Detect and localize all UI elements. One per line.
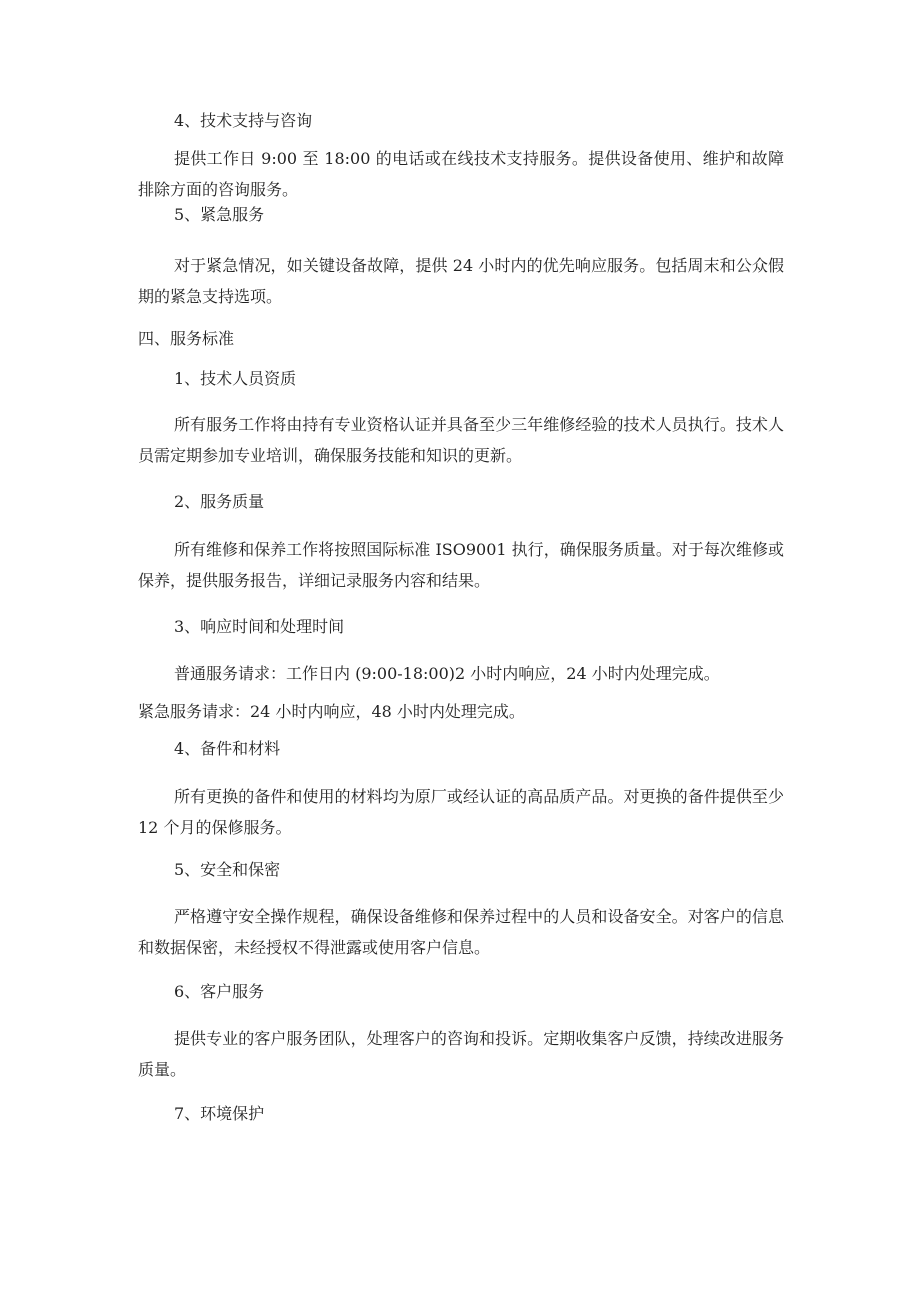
- item-5-heading: 5、安全和保密: [174, 860, 281, 879]
- item-2-paragraph: 所有维修和保养工作将按照国际标准 ISO9001 执行，确保服务质量。对于每次维修或保养，提供服务报告，详细记录服务内容和结果。: [138, 540, 784, 590]
- item-5-paragraph: 严格遵守安全操作规程，确保设备维修和保养过程中的人员和设备安全。对客户的信息和数据保密，未经授权不得泄露或使用客户信息。: [138, 907, 784, 957]
- item-6-heading: 6、客户服务: [174, 982, 265, 1001]
- section-5-heading: 5、紧急服务: [174, 205, 265, 224]
- item-1-heading: 1、技术人员资质: [174, 369, 297, 388]
- item-2-heading: 2、服务质量: [174, 492, 265, 511]
- section-5-paragraph: 对于紧急情况，如关键设备故障，提供 24 小时内的优先响应服务。包括周末和公众假期的紧急支持选项。: [138, 256, 784, 306]
- item-1-paragraph: 所有服务工作将由持有专业资格认证并具备至少三年维修经验的技术人员执行。技术人员需定期参加专业培训，确保服务技能和知识的更新。: [138, 415, 784, 465]
- item-3-line-2: 紧急服务请求：24 小时内响应，48 小时内处理完成。: [138, 702, 525, 721]
- chapter-4-heading: 四、服务标准: [138, 329, 235, 348]
- item-4-heading: 4、备件和材料: [174, 739, 281, 758]
- item-6-paragraph: 提供专业的客户服务团队，处理客户的咨询和投诉。定期收集客户反馈，持续改进服务质量。: [138, 1029, 784, 1079]
- section-4-paragraph: 提供工作日 9:00 至 18:00 的电话或在线技术支持服务。提供设备使用、维护和故障排除方面的咨询服务。: [138, 149, 784, 199]
- section-4-heading: 4、技术支持与咨询: [174, 111, 313, 130]
- item-4-paragraph: 所有更换的备件和使用的材料均为原厂或经认证的高品质产品。对更换的备件提供至少 12 个月的保修服务。: [138, 787, 784, 837]
- item-3-heading: 3、响应时间和处理时间: [174, 617, 345, 636]
- item-7-heading: 7、环境保护: [174, 1104, 265, 1123]
- item-3-line-1: 普通服务请求：工作日内 (9:00-18:00)2 小时内响应，24 小时内处理完成。: [174, 664, 720, 683]
